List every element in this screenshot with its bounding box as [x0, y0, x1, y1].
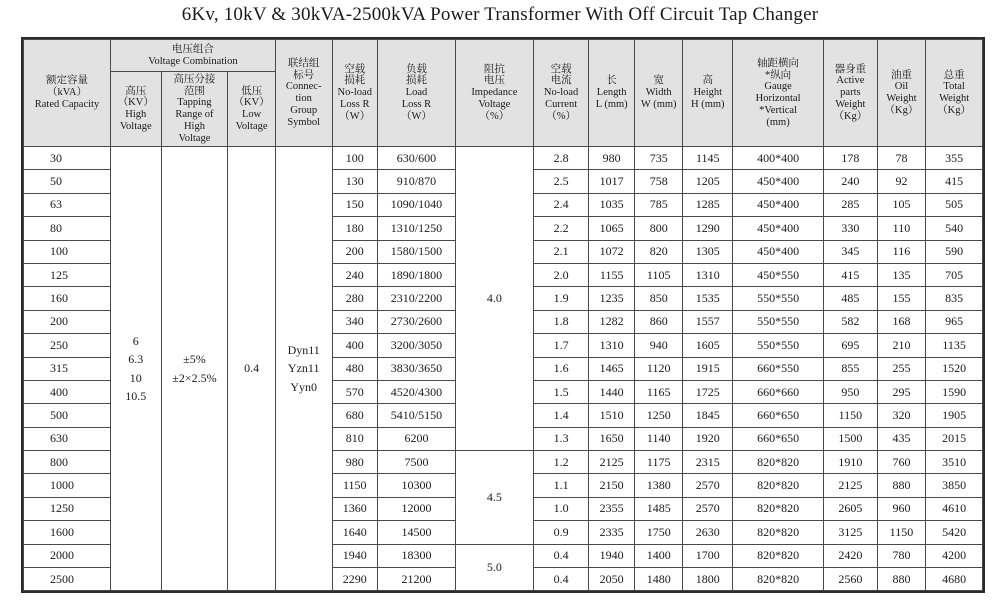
tapping-range-values-line: ±2×2.5% — [172, 370, 217, 385]
oil-weight-cell: 105 — [877, 193, 926, 216]
total-weight-cell: 705 — [926, 263, 983, 286]
page-title: 6Kv, 10kV & 30kVA-2500kVA Power Transformer With Off Circuit Tap Changer — [181, 4, 819, 25]
length-cell: 1017 — [589, 170, 635, 193]
width-cell: 940 — [634, 334, 683, 357]
load-loss-cell: 12000 — [378, 497, 456, 520]
active-parts-weight-cell: 345 — [824, 240, 878, 263]
rated-capacity-cell: 125 — [24, 263, 111, 286]
load-loss-cell: 3830/3650 — [378, 357, 456, 380]
width-cell: 820 — [634, 240, 683, 263]
spec-table — [23, 39, 983, 591]
header-noload-loss: 空载 损耗 No-load Loss R （W） — [332, 40, 378, 147]
noload-loss-cell: 1360 — [332, 497, 378, 520]
noload-loss-cell: 2290 — [332, 568, 378, 591]
rated-capacity-cell: 1600 — [24, 521, 111, 544]
width-cell: 785 — [634, 193, 683, 216]
rated-capacity-cell: 800 — [24, 451, 111, 474]
oil-weight-cell: 155 — [877, 287, 926, 310]
noload-loss-cell: 1640 — [332, 521, 378, 544]
height-cell: 1290 — [683, 217, 733, 240]
gauge-cell: 550*550 — [733, 310, 824, 333]
noload-current-cell: 0.9 — [533, 521, 589, 544]
high-voltage-values-line: 6.3 — [128, 352, 144, 367]
active-parts-weight-cell: 485 — [824, 287, 878, 310]
header-active-parts-weight: 器身重 Active parts Weight （Kg） — [824, 40, 878, 147]
active-parts-weight-cell: 2420 — [824, 544, 878, 567]
total-weight-cell: 3850 — [926, 474, 983, 497]
total-weight-cell: 505 — [926, 193, 983, 216]
oil-weight-cell: 110 — [877, 217, 926, 240]
gauge-cell: 550*550 — [733, 334, 824, 357]
load-loss-cell: 1090/1040 — [378, 193, 456, 216]
impedance-group-2: 4.5 — [455, 451, 533, 545]
oil-weight-cell: 1150 — [877, 521, 926, 544]
total-weight-cell: 1520 — [926, 357, 983, 380]
height-cell: 1700 — [683, 544, 733, 567]
impedance-group-1: 4.0 — [455, 147, 533, 451]
table-header — [24, 40, 983, 147]
length-cell: 1035 — [589, 193, 635, 216]
height-cell: 2570 — [683, 497, 733, 520]
header-voltage-combination: 电压组合 Voltage Combination — [110, 40, 275, 72]
active-parts-weight-cell: 2125 — [824, 474, 878, 497]
active-parts-weight-cell: 582 — [824, 310, 878, 333]
active-parts-weight-cell: 2605 — [824, 497, 878, 520]
load-loss-cell: 2310/2200 — [378, 287, 456, 310]
rated-capacity-cell: 400 — [24, 380, 111, 403]
noload-current-cell: 2.4 — [533, 193, 589, 216]
total-weight-cell: 2015 — [926, 427, 983, 450]
load-loss-cell: 630/600 — [378, 147, 456, 170]
load-loss-cell: 5410/5150 — [378, 404, 456, 427]
width-cell: 1380 — [634, 474, 683, 497]
oil-weight-cell: 880 — [877, 568, 926, 591]
gauge-cell: 820*820 — [733, 497, 824, 520]
noload-loss-cell: 400 — [332, 334, 378, 357]
gauge-cell: 820*820 — [733, 521, 824, 544]
gauge-cell: 820*820 — [733, 474, 824, 497]
height-cell: 1725 — [683, 380, 733, 403]
width-cell: 1140 — [634, 427, 683, 450]
height-cell: 1535 — [683, 287, 733, 310]
load-loss-cell: 4520/4300 — [378, 380, 456, 403]
connection-group-values-line: Yzn11 — [287, 361, 320, 376]
noload-loss-cell: 130 — [332, 170, 378, 193]
oil-weight-cell: 760 — [877, 451, 926, 474]
gauge-cell: 450*400 — [733, 193, 824, 216]
length-cell: 1465 — [589, 357, 635, 380]
height-cell: 1800 — [683, 568, 733, 591]
active-parts-weight-cell: 1910 — [824, 451, 878, 474]
width-cell: 1485 — [634, 497, 683, 520]
header-total-weight: 总重 Total Weight （Kg） — [926, 40, 983, 147]
gauge-cell: 450*400 — [733, 170, 824, 193]
length-cell: 2125 — [589, 451, 635, 474]
rated-capacity-cell: 2500 — [24, 568, 111, 591]
height-cell: 1920 — [683, 427, 733, 450]
noload-current-cell: 2.2 — [533, 217, 589, 240]
total-weight-cell: 355 — [926, 147, 983, 170]
tapping-range-values-line: ±5% — [183, 352, 206, 367]
noload-loss-cell: 980 — [332, 451, 378, 474]
gauge-cell: 450*400 — [733, 240, 824, 263]
load-loss-cell: 910/870 — [378, 170, 456, 193]
height-cell: 2315 — [683, 451, 733, 474]
rated-capacity-cell: 500 — [24, 404, 111, 427]
rated-capacity-cell: 30 — [24, 147, 111, 170]
total-weight-cell: 590 — [926, 240, 983, 263]
length-cell: 1235 — [589, 287, 635, 310]
width-cell: 800 — [634, 217, 683, 240]
load-loss-cell: 2730/2600 — [378, 310, 456, 333]
active-parts-weight-cell: 855 — [824, 357, 878, 380]
noload-loss-cell: 1940 — [332, 544, 378, 567]
oil-weight-cell: 780 — [877, 544, 926, 567]
total-weight-cell: 1590 — [926, 380, 983, 403]
length-cell: 2150 — [589, 474, 635, 497]
total-weight-cell: 5420 — [926, 521, 983, 544]
length-cell: 1510 — [589, 404, 635, 427]
total-weight-cell: 4200 — [926, 544, 983, 567]
rated-capacity-cell: 100 — [24, 240, 111, 263]
height-cell: 1557 — [683, 310, 733, 333]
noload-loss-cell: 340 — [332, 310, 378, 333]
length-cell: 1282 — [589, 310, 635, 333]
noload-current-cell: 1.2 — [533, 451, 589, 474]
rated-capacity-cell: 200 — [24, 310, 111, 333]
load-loss-cell: 1580/1500 — [378, 240, 456, 263]
height-cell: 1605 — [683, 334, 733, 357]
gauge-cell: 450*550 — [733, 263, 824, 286]
noload-loss-cell: 480 — [332, 357, 378, 380]
header-gauge: 轴距横向 *纵向 Gauge Horizontal *Vertical (mm) — [733, 40, 824, 147]
length-cell: 1072 — [589, 240, 635, 263]
total-weight-cell: 1905 — [926, 404, 983, 427]
tapping-range-values — [161, 147, 228, 591]
gauge-cell: 660*650 — [733, 404, 824, 427]
oil-weight-cell: 880 — [877, 474, 926, 497]
oil-weight-cell: 960 — [877, 497, 926, 520]
total-weight-cell: 4610 — [926, 497, 983, 520]
oil-weight-cell: 116 — [877, 240, 926, 263]
length-cell: 1065 — [589, 217, 635, 240]
noload-loss-cell: 810 — [332, 427, 378, 450]
noload-current-cell: 1.3 — [533, 427, 589, 450]
width-cell: 758 — [634, 170, 683, 193]
noload-current-cell: 1.5 — [533, 380, 589, 403]
gauge-cell: 660*550 — [733, 357, 824, 380]
noload-current-cell: 1.1 — [533, 474, 589, 497]
gauge-cell: 820*820 — [733, 451, 824, 474]
length-cell: 1940 — [589, 544, 635, 567]
noload-loss-cell: 150 — [332, 193, 378, 216]
load-loss-cell: 7500 — [378, 451, 456, 474]
width-cell: 1750 — [634, 521, 683, 544]
oil-weight-cell: 320 — [877, 404, 926, 427]
noload-current-cell: 2.5 — [533, 170, 589, 193]
load-loss-cell: 10300 — [378, 474, 456, 497]
height-cell: 1310 — [683, 263, 733, 286]
width-cell: 1480 — [634, 568, 683, 591]
connection-group-values — [275, 147, 332, 591]
noload-current-cell: 1.9 — [533, 287, 589, 310]
header-load-loss: 负载 损耗 Load Loss R （W） — [378, 40, 456, 147]
length-cell: 1155 — [589, 263, 635, 286]
noload-loss-cell: 680 — [332, 404, 378, 427]
total-weight-cell: 415 — [926, 170, 983, 193]
header-impedance-voltage: 阻抗 电压 Impedance Voltage （%） — [455, 40, 533, 147]
header-oil-weight: 油重 Oil Weight （Kg） — [877, 40, 926, 147]
header-noload-current: 空载 电流 No-load Current （%） — [533, 40, 589, 147]
length-cell: 1440 — [589, 380, 635, 403]
low-voltage-value: 0.4 — [228, 147, 276, 591]
noload-current-cell: 1.6 — [533, 357, 589, 380]
noload-loss-cell: 570 — [332, 380, 378, 403]
width-cell: 1250 — [634, 404, 683, 427]
width-cell: 735 — [634, 147, 683, 170]
width-cell: 1165 — [634, 380, 683, 403]
header-tapping-range: 高压分接 范围 Tapping Range of High Voltage — [161, 72, 228, 147]
total-weight-cell: 835 — [926, 287, 983, 310]
high-voltage-values-line: 10 — [129, 370, 142, 385]
table-body — [24, 147, 983, 591]
length-cell: 2355 — [589, 497, 635, 520]
rated-capacity-cell: 315 — [24, 357, 111, 380]
noload-loss-cell: 180 — [332, 217, 378, 240]
oil-weight-cell: 435 — [877, 427, 926, 450]
header-width: 宽 Width W (mm) — [634, 40, 683, 147]
high-voltage-values — [110, 147, 161, 591]
total-weight-cell: 540 — [926, 217, 983, 240]
noload-current-cell: 1.8 — [533, 310, 589, 333]
header-high-voltage: 高压 （KV） High Voltage — [110, 72, 161, 147]
length-cell: 2335 — [589, 521, 635, 544]
width-cell: 1105 — [634, 263, 683, 286]
load-loss-cell: 1890/1800 — [378, 263, 456, 286]
active-parts-weight-cell: 285 — [824, 193, 878, 216]
impedance-group-3: 5.0 — [455, 544, 533, 591]
width-cell: 860 — [634, 310, 683, 333]
active-parts-weight-cell: 330 — [824, 217, 878, 240]
active-parts-weight-cell: 950 — [824, 380, 878, 403]
height-cell: 2570 — [683, 474, 733, 497]
height-cell: 1915 — [683, 357, 733, 380]
height-cell: 1305 — [683, 240, 733, 263]
noload-loss-cell: 1150 — [332, 474, 378, 497]
header-length: 长 Length L (mm) — [589, 40, 635, 147]
header-height: 高 Height H (mm) — [683, 40, 733, 147]
noload-current-cell: 2.8 — [533, 147, 589, 170]
rated-capacity-cell: 80 — [24, 217, 111, 240]
rated-capacity-cell: 1000 — [24, 474, 111, 497]
active-parts-weight-cell: 3125 — [824, 521, 878, 544]
oil-weight-cell: 135 — [877, 263, 926, 286]
height-cell: 1205 — [683, 170, 733, 193]
gauge-cell: 660*650 — [733, 427, 824, 450]
noload-current-cell: 1.7 — [533, 334, 589, 357]
gauge-cell: 820*820 — [733, 544, 824, 567]
active-parts-weight-cell: 240 — [824, 170, 878, 193]
width-cell: 1400 — [634, 544, 683, 567]
rated-capacity-cell: 1250 — [24, 497, 111, 520]
gauge-cell: 450*400 — [733, 217, 824, 240]
oil-weight-cell: 295 — [877, 380, 926, 403]
noload-current-cell: 2.1 — [533, 240, 589, 263]
table-row — [24, 147, 983, 170]
rated-capacity-cell: 250 — [24, 334, 111, 357]
rated-capacity-cell: 630 — [24, 427, 111, 450]
rated-capacity-cell: 63 — [24, 193, 111, 216]
rated-capacity-cell: 160 — [24, 287, 111, 310]
height-cell: 2630 — [683, 521, 733, 544]
rated-capacity-cell: 2000 — [24, 544, 111, 567]
noload-current-cell: 1.4 — [533, 404, 589, 427]
height-cell: 1145 — [683, 147, 733, 170]
load-loss-cell: 1310/1250 — [378, 217, 456, 240]
height-cell: 1285 — [683, 193, 733, 216]
length-cell: 2050 — [589, 568, 635, 591]
length-cell: 1650 — [589, 427, 635, 450]
high-voltage-values-line: 10.5 — [125, 389, 147, 404]
load-loss-cell: 6200 — [378, 427, 456, 450]
high-voltage-values-line: 6 — [132, 333, 139, 348]
noload-current-cell: 1.0 — [533, 497, 589, 520]
noload-loss-cell: 240 — [332, 263, 378, 286]
width-cell: 1120 — [634, 357, 683, 380]
active-parts-weight-cell: 415 — [824, 263, 878, 286]
active-parts-weight-cell: 1150 — [824, 404, 878, 427]
connection-group-values-line: Dyn11 — [287, 342, 320, 357]
active-parts-weight-cell: 695 — [824, 334, 878, 357]
active-parts-weight-cell: 1500 — [824, 427, 878, 450]
total-weight-cell: 4680 — [926, 568, 983, 591]
oil-weight-cell: 168 — [877, 310, 926, 333]
noload-loss-cell: 100 — [332, 147, 378, 170]
total-weight-cell: 1135 — [926, 334, 983, 357]
load-loss-cell: 21200 — [378, 568, 456, 591]
header-connection-group: 联结组 标号 Connec- tion Group Symbol — [275, 40, 332, 147]
noload-loss-cell: 200 — [332, 240, 378, 263]
length-cell: 980 — [589, 147, 635, 170]
load-loss-cell: 3200/3050 — [378, 334, 456, 357]
oil-weight-cell: 210 — [877, 334, 926, 357]
total-weight-cell: 965 — [926, 310, 983, 333]
total-weight-cell: 3510 — [926, 451, 983, 474]
noload-loss-cell: 280 — [332, 287, 378, 310]
noload-current-cell: 0.4 — [533, 544, 589, 567]
load-loss-cell: 14500 — [378, 521, 456, 544]
width-cell: 850 — [634, 287, 683, 310]
gauge-cell: 550*550 — [733, 287, 824, 310]
rated-capacity-cell: 50 — [24, 170, 111, 193]
gauge-cell: 660*660 — [733, 380, 824, 403]
header-low-voltage: 低压 （KV） Low Voltage — [228, 72, 276, 147]
gauge-cell: 400*400 — [733, 147, 824, 170]
noload-current-cell: 2.0 — [533, 263, 589, 286]
oil-weight-cell: 255 — [877, 357, 926, 380]
width-cell: 1175 — [634, 451, 683, 474]
gauge-cell: 820*820 — [733, 568, 824, 591]
header-rated-capacity: 额定容量 （kVA） Rated Capacity — [24, 40, 111, 147]
active-parts-weight-cell: 2560 — [824, 568, 878, 591]
length-cell: 1310 — [589, 334, 635, 357]
oil-weight-cell: 92 — [877, 170, 926, 193]
height-cell: 1845 — [683, 404, 733, 427]
active-parts-weight-cell: 178 — [824, 147, 878, 170]
oil-weight-cell: 78 — [877, 147, 926, 170]
noload-current-cell: 0.4 — [533, 568, 589, 591]
connection-group-values-line: Yyn0 — [290, 380, 318, 394]
load-loss-cell: 18300 — [378, 544, 456, 567]
